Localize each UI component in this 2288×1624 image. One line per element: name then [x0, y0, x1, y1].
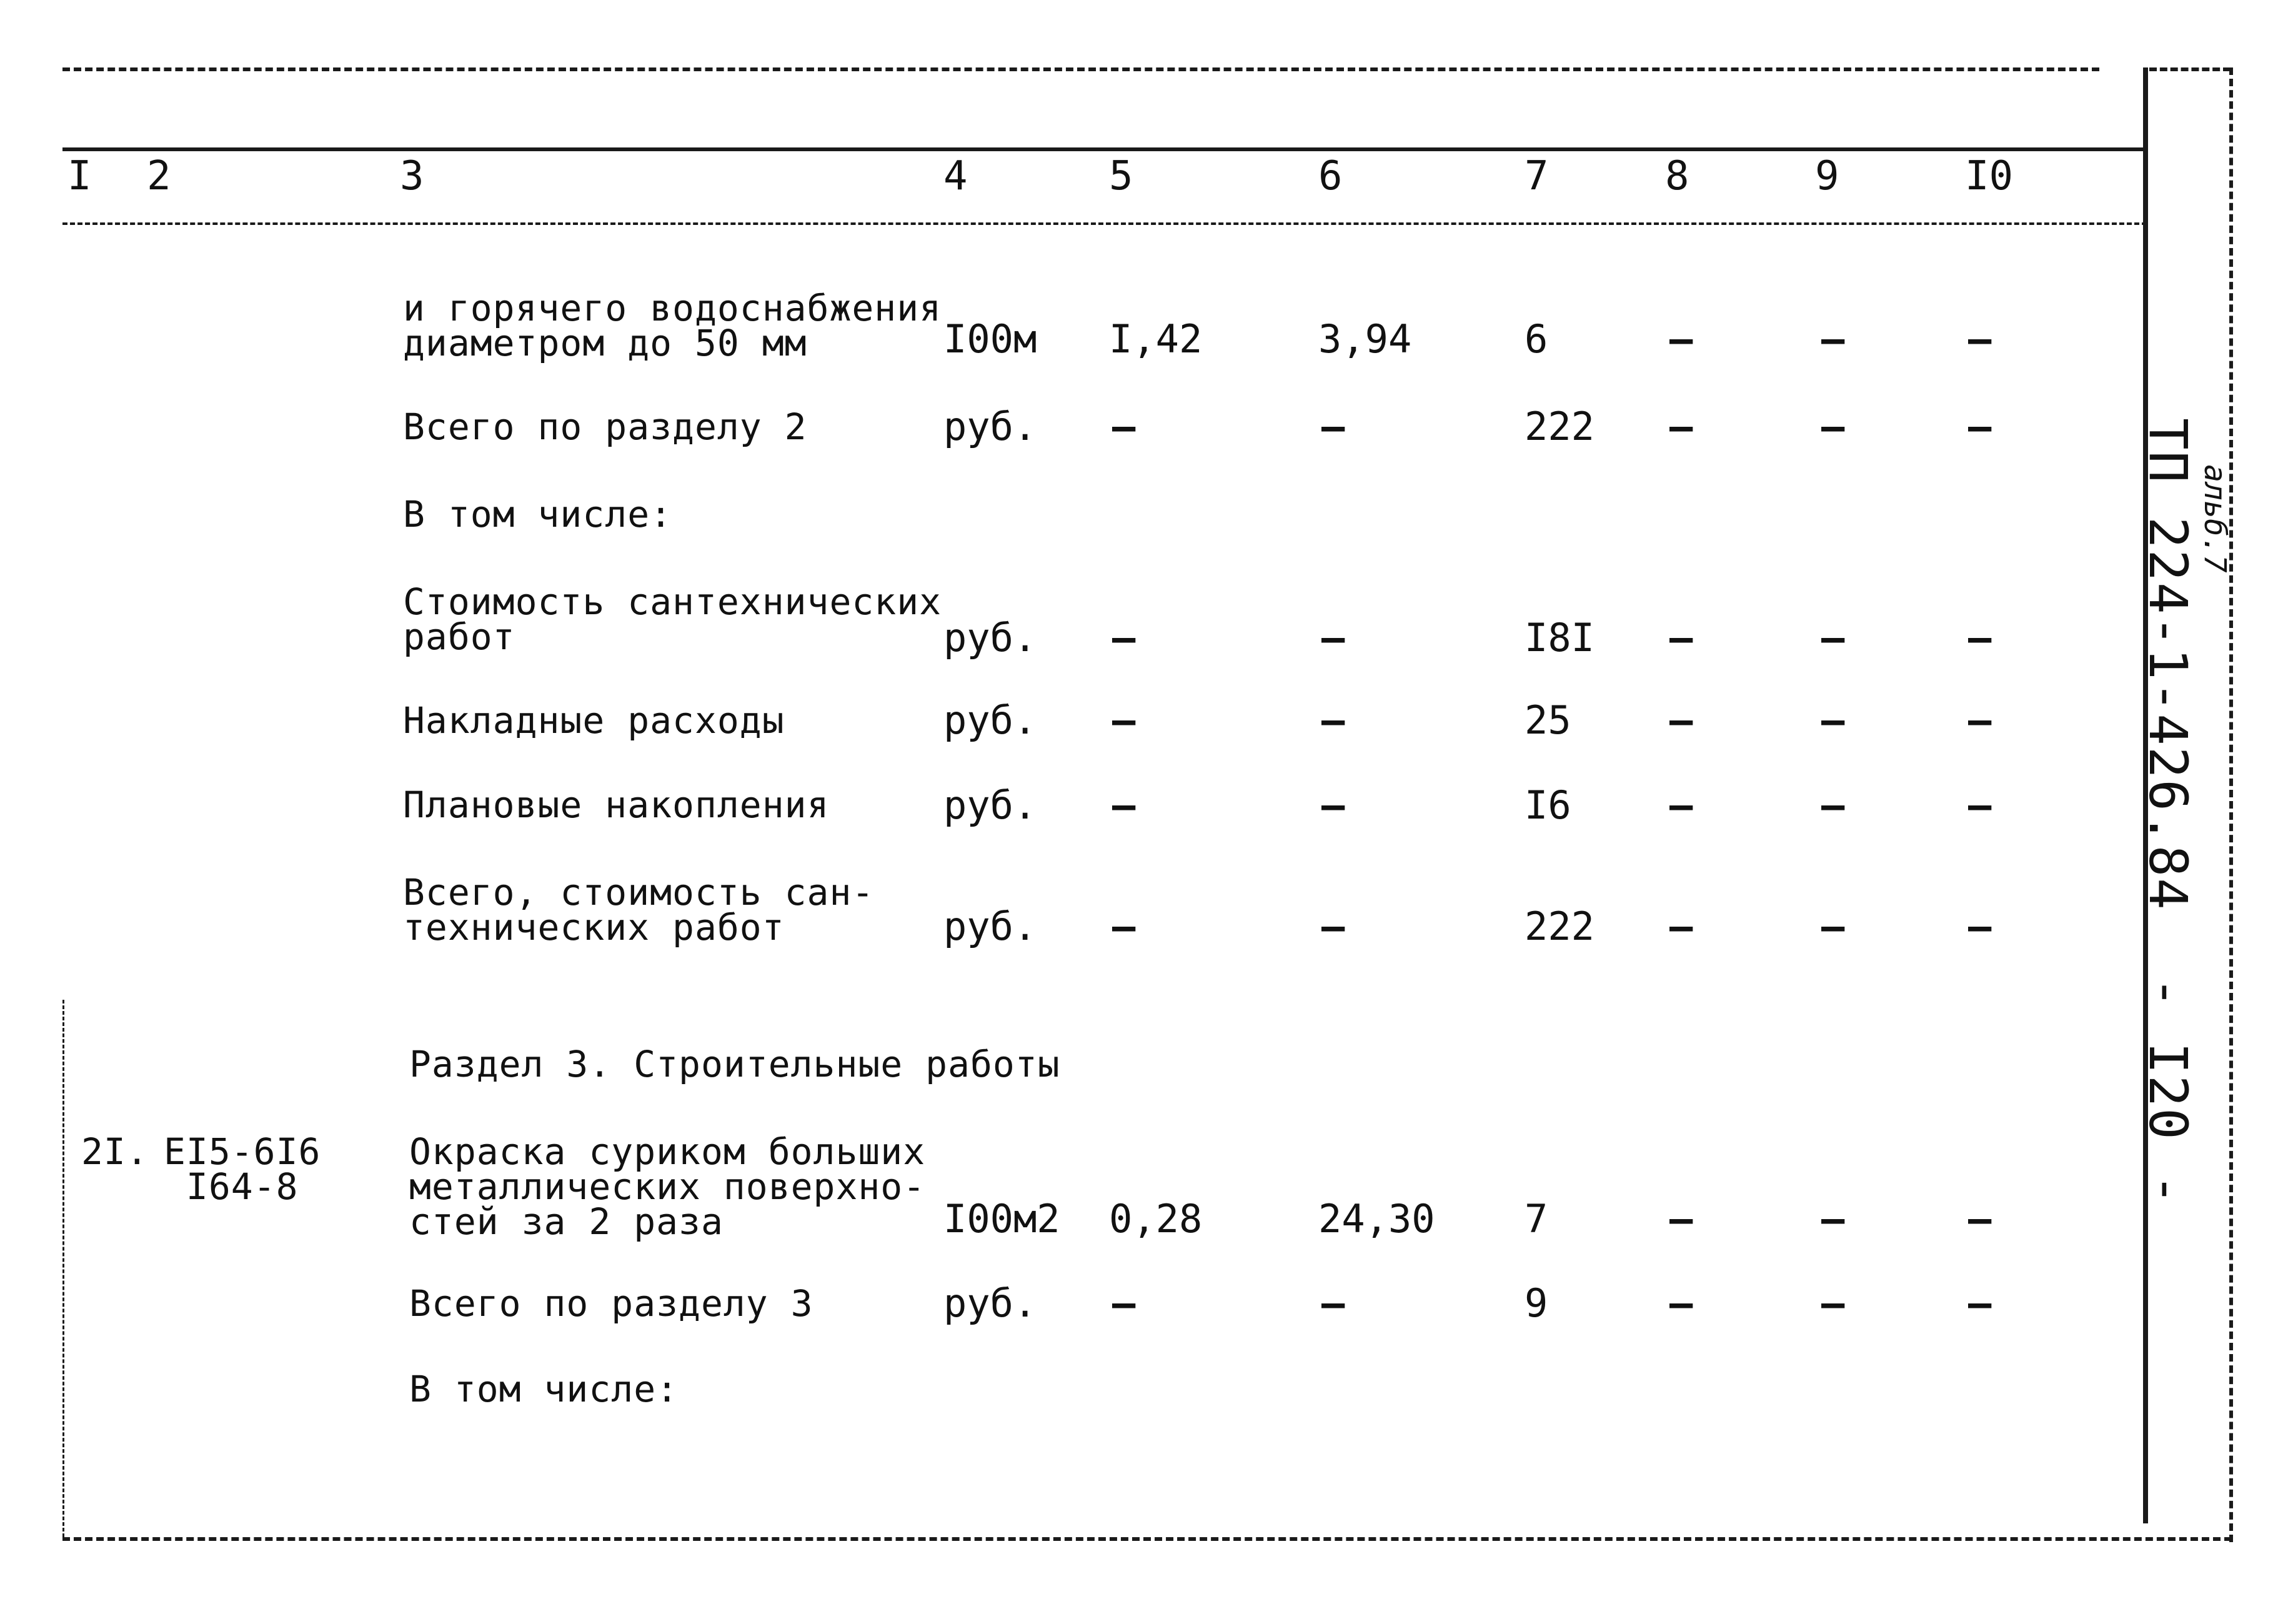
row-6-qty: – [1112, 904, 1136, 949]
row-8-price: 24,30 [1318, 1196, 1435, 1242]
row-4-qty: – [1112, 697, 1136, 743]
row-9-col9: – [1821, 1280, 1845, 1326]
row-0-col9: – [1821, 316, 1845, 362]
bottom-frame-line [62, 1537, 2232, 1541]
row-3-name: Стоимость сантехнических работ [403, 580, 942, 658]
row-9-qty: – [1112, 1280, 1136, 1326]
row-3-unit: руб. [943, 615, 1037, 660]
column-header-4: 4 [943, 153, 968, 199]
row-1-total: 222 [1525, 404, 1594, 449]
row-4-name: Накладные расходы [403, 699, 785, 742]
row-0-col10: – [1968, 316, 1992, 362]
row-5-col8: – [1669, 782, 1693, 828]
row-8-code: EI5-6I6 I64-8 [164, 1130, 321, 1208]
row-8-col10: – [1968, 1196, 1992, 1242]
left-frame-line [62, 1000, 64, 1537]
row-8-qty: 0,28 [1109, 1196, 1203, 1242]
row-8-col9: – [1821, 1196, 1845, 1242]
top-frame-line-right [2149, 67, 2231, 71]
column-header-3: 3 [400, 153, 424, 199]
row-4-col9: – [1821, 697, 1845, 743]
row-9-col10: – [1968, 1280, 1992, 1326]
column-header-9: 9 [1815, 153, 1839, 199]
row-8-name: Окраска суриком больших металлических поверхно- стей за 2 раза [409, 1130, 926, 1243]
row-6-unit: руб. [943, 904, 1037, 949]
row-1-price: – [1321, 404, 1345, 449]
row-8-col8: – [1669, 1196, 1693, 1242]
row-0-col8: – [1669, 316, 1693, 362]
top-frame-line [62, 67, 2099, 71]
row-0-qty: I,42 [1109, 316, 1203, 362]
row-4-price: – [1321, 697, 1345, 743]
column-header-2: 2 [147, 153, 171, 199]
column-header-6: 6 [1318, 153, 1343, 199]
row-6-price: – [1321, 904, 1345, 949]
row-6-col10: – [1968, 904, 1992, 949]
row-9-total: 9 [1525, 1280, 1548, 1326]
row-0-unit: I00м [943, 316, 1037, 362]
column-header-10: I0 [1965, 153, 2014, 199]
row-6-total: 222 [1525, 904, 1594, 949]
row-6-col9: – [1821, 904, 1845, 949]
row-3-col9: – [1821, 615, 1845, 660]
row-4-col10: – [1968, 697, 1992, 743]
row-0-name: и горячего водоснабжения диаметром до 50 мм [403, 287, 942, 364]
row-4-total: 25 [1525, 697, 1571, 743]
header-bottom-rule [62, 222, 2147, 225]
row-3-price: – [1321, 615, 1345, 660]
row-5-price: – [1321, 782, 1345, 828]
section-3-heading: Раздел 3. Строительные работы [409, 1043, 1060, 1085]
row-3-col8: – [1669, 615, 1693, 660]
row-4-unit: руб. [943, 697, 1037, 743]
row-9-price: – [1321, 1280, 1345, 1326]
row-0-total: 6 [1525, 316, 1548, 362]
row-3-total: I8I [1525, 615, 1594, 660]
row-1-col8: – [1669, 404, 1693, 449]
row-4-col8: – [1669, 697, 1693, 743]
column-header-1: I [67, 153, 92, 199]
row-8-unit: I00м2 [943, 1196, 1060, 1242]
row-1-name: Всего по разделу 2 [403, 406, 807, 448]
row-5-qty: – [1112, 782, 1136, 828]
row-5-col9: – [1821, 782, 1845, 828]
right-frame-line [2229, 67, 2233, 1542]
row-3-qty: – [1112, 615, 1136, 660]
row-0-price: 3,94 [1318, 316, 1412, 362]
row-5-total: I6 [1525, 782, 1571, 828]
row-1-col10: – [1968, 404, 1992, 449]
row-1-col9: – [1821, 404, 1845, 449]
column-header-8: 8 [1665, 153, 1689, 199]
row-1-qty: – [1112, 404, 1136, 449]
row-9-unit: руб. [943, 1280, 1037, 1326]
row-8-total: 7 [1525, 1196, 1548, 1242]
row-8-number: 2I. [81, 1130, 149, 1173]
row-2-name: В том числе: [403, 493, 673, 536]
row-3-col10: – [1968, 615, 1992, 660]
row-5-name: Плановые накопления [403, 784, 830, 826]
row-6-name: Всего, стоимость сан- технических работ [403, 871, 875, 949]
row-10-name: В том числе: [409, 1368, 679, 1410]
row-6-col8: – [1669, 904, 1693, 949]
column-header-5: 5 [1109, 153, 1133, 199]
column-header-7: 7 [1525, 153, 1549, 199]
row-5-col10: – [1968, 782, 1992, 828]
row-9-name: Всего по разделу 3 [409, 1282, 813, 1325]
stamp-album: альб.7 [2197, 464, 2232, 573]
row-9-col8: – [1669, 1280, 1693, 1326]
row-5-unit: руб. [943, 782, 1037, 828]
row-1-unit: руб. [943, 404, 1037, 449]
header-top-rule [62, 147, 2147, 151]
stamp-code: ТП 224-1-426.84 - I20 - [2137, 418, 2199, 1207]
